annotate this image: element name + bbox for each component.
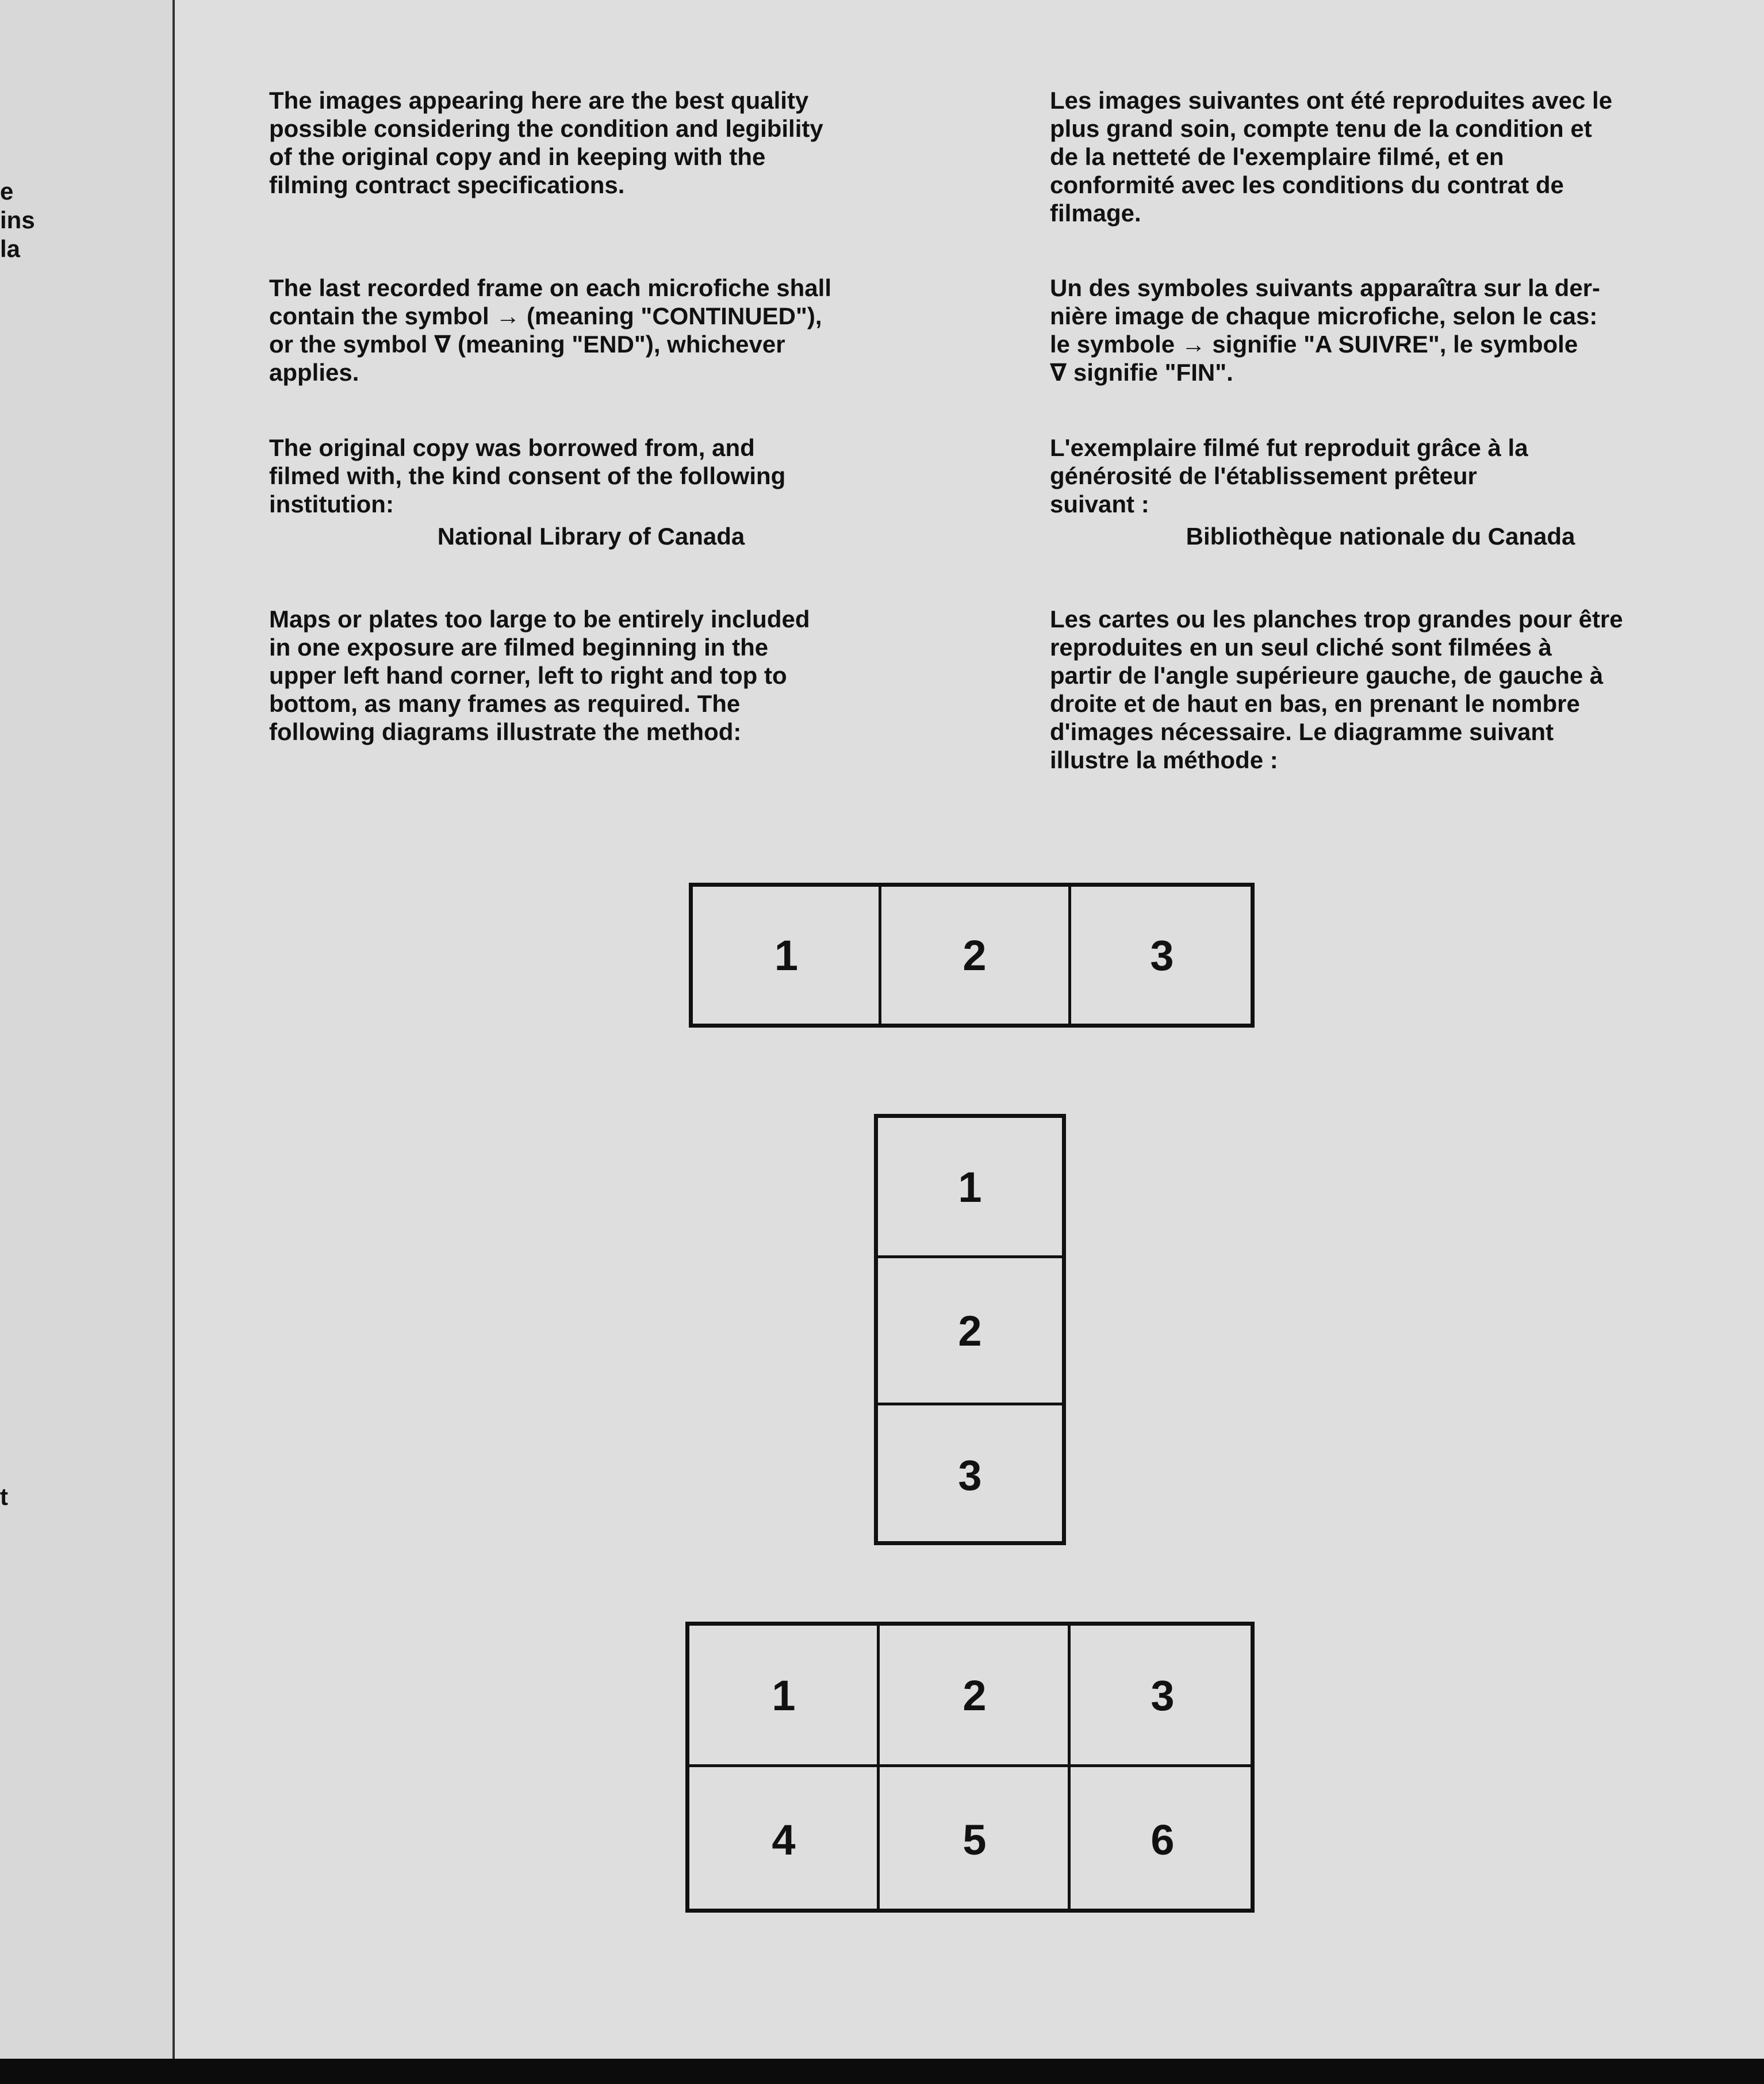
left-fragment: la — [0, 235, 21, 262]
english-column — [269, 86, 913, 776]
french-symbol-paragraph: Un des symboles suivants apparaîtra sur la der- nière image de chaque microfiche, selon le cas: le symbole → signifie "A SUIVRE", le symbole ∇ signifie "FIN". — [1050, 274, 1601, 386]
film-edge-band — [0, 2059, 1764, 2084]
french-source-paragraph: L'exemplaire filmé fut reproduit grâce à la générosité de l'établissement prêteur suivant : — [1050, 434, 1528, 518]
frame-cell: 2 — [962, 931, 987, 979]
english-institution: National Library of Canada — [437, 523, 745, 550]
frame-cell: 4 — [772, 1816, 796, 1864]
diagram-column — [874, 1114, 1066, 1545]
diagram-grid — [685, 1622, 1255, 1913]
frame-cell: 1 — [772, 1672, 796, 1719]
frame-cell: 5 — [962, 1816, 987, 1864]
frame-cell: 2 — [962, 1672, 987, 1719]
left-fragment: t — [0, 1483, 8, 1510]
french-quality-paragraph: Les images suivantes ont été reproduites avec le plus grand soin, compte tenu de la condition et de la netteté de l'exemplaire filmé, et en conformité avec les conditions du contrat de filmage. — [1050, 87, 1613, 227]
left-fragment: e — [0, 178, 14, 205]
english-source-paragraph: The original copy was borrowed from, and filmed with, the kind consent of the following institution: — [269, 434, 786, 518]
frame-cell: 3 — [1150, 931, 1174, 979]
french-institution: Bibliothèque nationale du Canada — [1186, 523, 1575, 550]
left-fragment: ins — [0, 206, 35, 233]
french-column — [1050, 86, 1711, 805]
frame-cell: 2 — [958, 1307, 982, 1355]
left-page-strip — [0, 0, 175, 2059]
english-quality-paragraph: The images appearing here are the best quality possible considering the condition and legibility of the original copy and in keeping with the filming contract specifications. — [269, 87, 823, 198]
diagram-row — [689, 883, 1255, 1028]
frame-cell: 1 — [774, 931, 799, 979]
frame-cell: 3 — [1151, 1672, 1175, 1719]
english-maps-paragraph: Maps or plates too large to be entirely included in one exposure are filmed beginning in the upper left hand corner, left to right and top to bottom, as many frames as required. The following diagrams illustrate the method: — [269, 606, 810, 745]
frame-cell: 1 — [958, 1163, 982, 1211]
frame-cell: 6 — [1151, 1816, 1175, 1864]
english-symbol-paragraph: The last recorded frame on each microfiche shall contain the symbol → (meaning "CONTINUED"), or the symbol ∇ (meaning "END"), whichever applies. — [269, 274, 831, 386]
frame-cell: 3 — [958, 1451, 982, 1499]
french-maps-paragraph: Les cartes ou les planches trop grandes pour être reproduites en un seul cliché sont filmées à partir de l'angle supérieure gauche, de gauche à droite et de haut en bas, en prenant le nombre d'images nécessaire. Le diagramme suivant illustre la méthode : — [1050, 606, 1623, 773]
